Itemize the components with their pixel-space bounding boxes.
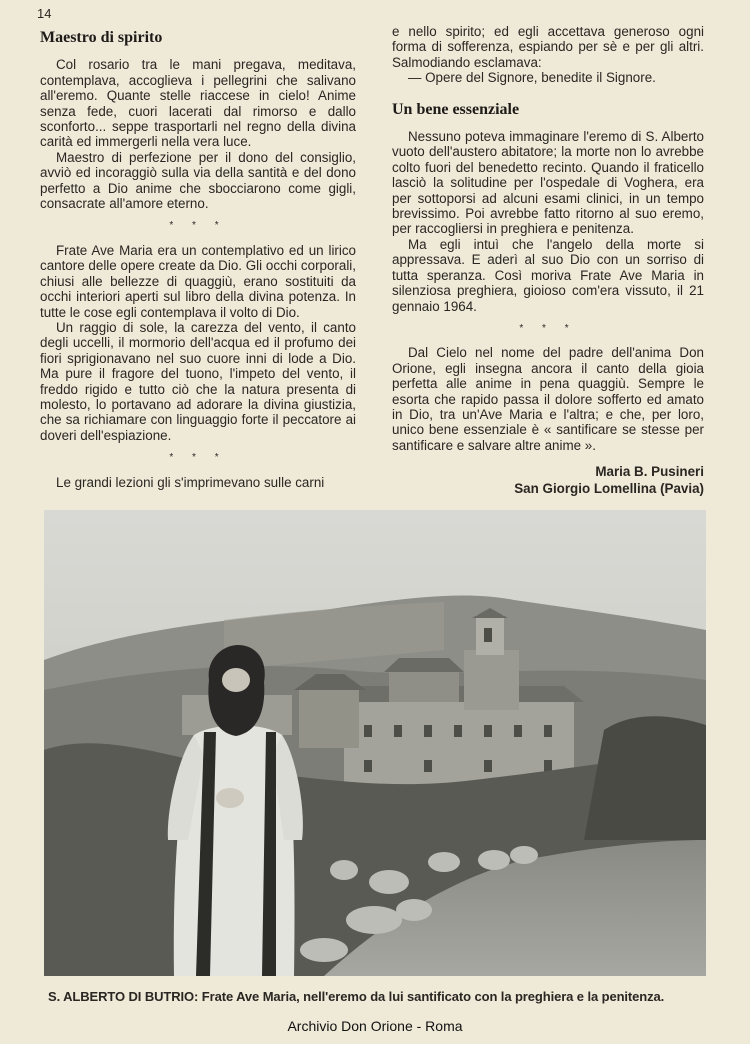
article-paragraph: Un raggio di sole, la carezza del vento, il canto degli uccelli, il mormorio dell'acqua ed il profumo dei fiori sprigionavano nel suo cuore inni di lode a Dio. Ma pure il fragore del tuono, l'impeto del vento, il freddo rigido e tutto ciò che la natura presenta di molesto, lo portavano ad adorare la divina giustizia, che sa richiamare con linguaggio forte il peccatore ai doveri dell'espiazione. (40, 319, 356, 443)
section-separator: * * * (169, 220, 227, 232)
archive-footer: Archivio Don Orione - Roma (287, 1018, 463, 1034)
article-paragraph: Frate Ave Maria era un contemplativo ed un lirico cantore delle opere create da Dio. Gli occhi corporali, chiusi alle bellezze di quaggiù, erano sostituiti da occhi interiori aperti sul libro della divina potenza. In tutte le cose egli contemplava il volto di Dio. (40, 242, 356, 320)
heading-maestro-di-spirito: Maestro di spirito (40, 29, 163, 46)
article-paragraph: Dal Cielo nel nome del padre dell'anima Don Orione, egli insegna ancora il canto della gioia perfetta alle anime in pena quaggiù. Sempre le esorta che rapido passa il dolore sofferto ed amato in Dio, tra un'Ave Maria e l'altra; e che, per loro, unico bene essenziale è « santificare se stesse per santificare e salvare altre anime ». (392, 345, 704, 453)
page-number: 14 (37, 6, 52, 21)
photo-caption: S. ALBERTO DI BUTRIO: Frate Ave Maria, nell'eremo da lui santificato con la preghiera e la penitenza. (48, 989, 665, 1004)
heading-un-bene-essenziale: Un bene essenziale (392, 100, 520, 118)
section-separator: * * * (519, 322, 577, 334)
left-column (40, 26, 356, 490)
author-location: San Giorgio Lomellina (Pavia) (514, 481, 704, 497)
article-paragraph-continued: e nello spirito; ed egli accettava generoso ogni forma di sofferenza, espiando per sè e per gli altri. Salmodiando esclamava: (392, 24, 704, 70)
article-paragraph: Le grandi lezioni gli s'imprimevano sulle carni (56, 474, 325, 490)
article-paragraph: Nessuno poteva immaginare l'eremo di S. Alberto vuoto dell'austero abitatore; la morte non lo avrebbe colto fuori del benedetto recinto. Quando il fraticello lasciò la solitudine per l'ospedale di Voghera, era per sottoporsi ad alcuni esami clinici, in un tempo brevissimo. Poi avrebbe fatto ritorno al suo eremo, per raccogliersi in preghiera e penitenza. (392, 129, 704, 237)
author-name: Maria B. Pusineri (595, 464, 704, 480)
article-paragraph: Maestro di perfezione per il dono del consiglio, avviò ed incoraggiò sulla via della santità e del dono perfetto a Dio anime che sbocciarono come gigli, consacrate all'amore eterno. (40, 149, 356, 212)
author-signature (392, 463, 704, 497)
article-paragraph: Col rosario tra le mani pregava, meditava, contemplava, accoglieva i pellegrini che salivano all'eremo. Quante stelle riaccese in cielo! Anime senza fede, cuori lacerati dal rimorso e dallo sconforto... seppe trasportarli nel regno della divina carità ed immergerli nella vera luce. (40, 57, 356, 150)
quoted-line: — Opere del Signore, benedite il Signore. (408, 70, 656, 86)
section-separator: * * * (169, 452, 227, 464)
right-column (392, 24, 704, 497)
article-paragraph: Ma egli intuì che l'angelo della morte si appressava. E aderì al suo Dio con un sorriso di tutta speranza. Così moriva Frate Ave Maria in silenziosa preghiera, gioioso com'era vissuto, il 21 gennaio 1964. (392, 236, 704, 314)
hermitage-photo (44, 510, 706, 976)
